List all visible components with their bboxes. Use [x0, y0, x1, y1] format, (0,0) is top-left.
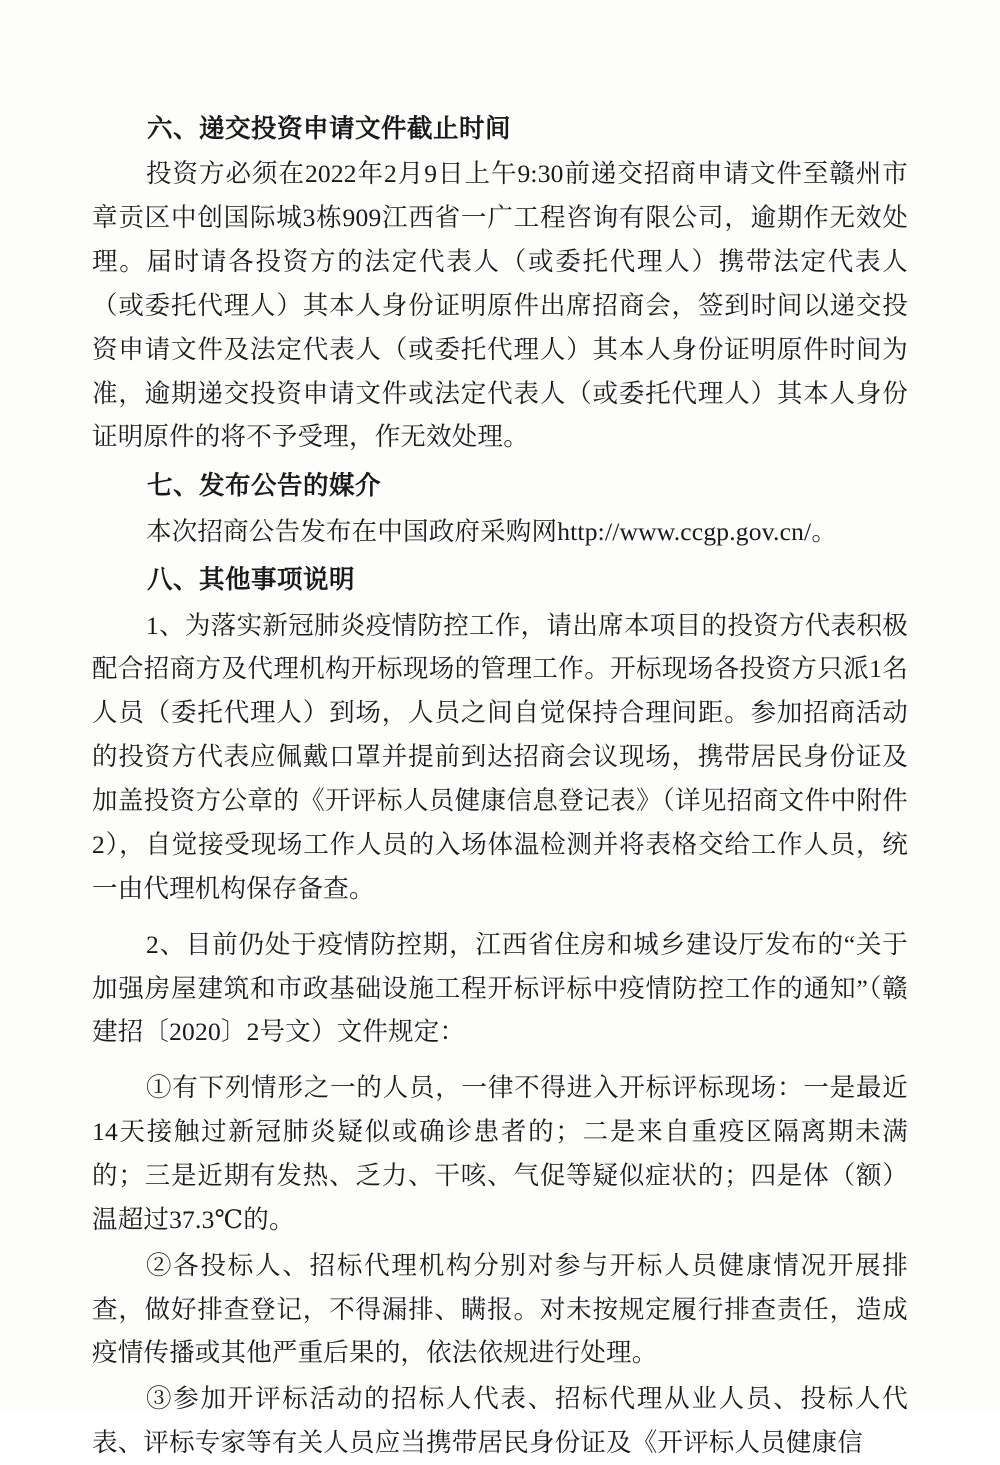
paragraph-gap-2 — [92, 1056, 908, 1066]
section-eight-paragraph-5: ③参加开评标活动的招标人代表、招标代理从业人员、投标人代表、评标专家等有关人员应当携带居民身份证及《开评标人员健康信 — [92, 1384, 908, 1458]
section-eight-paragraph-1: 1、为落实新冠肺炎疫情防控工作，请出席本项目的投资方代表积极配合招商方及代理机构开标现场的管理工作。开标现场各投资方只派1名人员（委托代理人）到场，人员之间自觉保持合理间距。参加招商活动的投资方代表应佩戴口罩并提前到达招商会议现场，携带居民身份证及加盖投资方公章的《开评标人员健康信息登记表》（详见招商文件中附件2），自觉接受现场工作人员的入场体温检测并将表格交给工作人员，统一由代理机构保存备查。 — [92, 610, 908, 903]
document-body — [92, 110, 908, 1465]
section-eight-paragraph-2: 2、目前仍处于疫情防控期，江西省住房和城乡建设厅发布的“关于加强房屋建筑和市政基础设施工程开标评标中疫情防控工作的通知”（赣建招〔2020〕2号文）文件规定： — [92, 929, 908, 1047]
section-eight-paragraph-4: ②各投标人、招标代理机构分别对参与开标人员健康情况开展排查，做好排查登记，不得漏排、瞒报。对未按规定履行排查责任，造成疫情传播或其他严重后果的，依法依规进行处理。 — [92, 1250, 908, 1368]
paragraph-gap-1 — [92, 913, 908, 923]
section-seven-paragraph-1: 本次招商公告发布在中国政府采购网http://www.ccgp.gov.cn/。 — [146, 516, 838, 546]
section-heading-six: 六、递交投资申请文件截止时间 — [147, 114, 512, 143]
section-eight-paragraph-3: ①有下列情形之一的人员，一律不得进入开标评标现场：一是最近14天接触过新冠肺炎疑似或确诊患者的；二是来自重疫区隔离期未满的；三是近期有发热、乏力、干咳、气促等疑似症状的；四是体（额）温超过37.3℃的。 — [92, 1073, 908, 1234]
section-heading-eight: 八、其他事项说明 — [147, 565, 356, 595]
section-six-paragraph-1: 投资方必须在2022年2月9日上午9:30前递交招商申请文件至赣州市章贡区中创国际城3栋909江西省一广工程咨询有限公司，逾期作无效处理。届时请各投资方的法定代表人（或委托代理人）携带法定代表人（或委托代理人）其本人身份证明原件出席招商会，签到时间以递交投资申请文件及法定代表人（或委托代理人）其本人身份证明原件时间为准，逾期递交投资申请文件或法定代表人（或委托代理人）其本人身份证明原件的将不予受理，作无效处理。 — [92, 159, 908, 452]
section-heading-seven: 七、发布公告的媒介 — [147, 471, 382, 501]
